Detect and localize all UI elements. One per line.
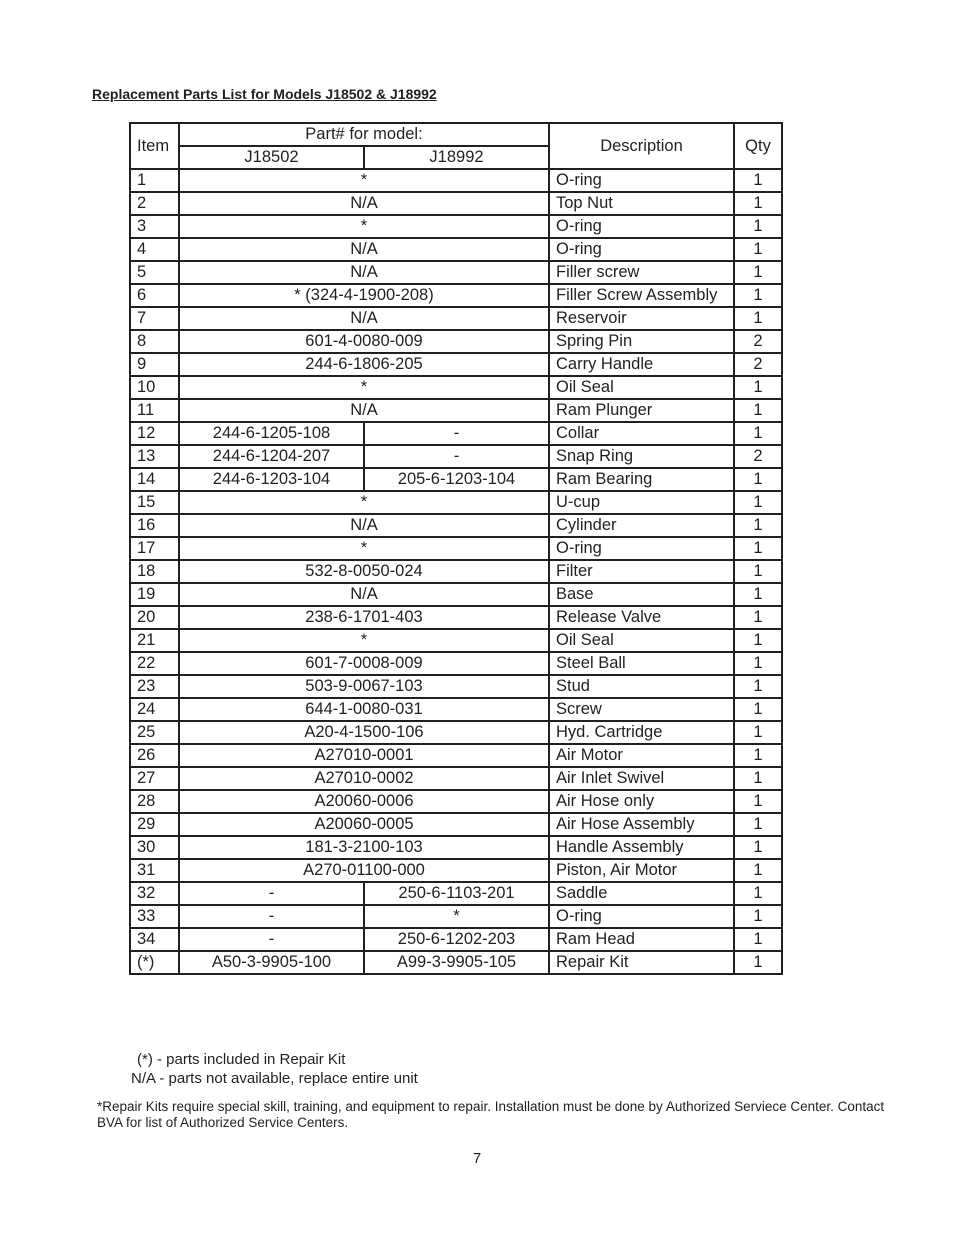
table-row [130,192,782,215]
item-cell: 17 [130,537,179,560]
part-number-cell: * [179,629,549,652]
footnote: *Repair Kits require special skill, training, and equipment to repair. Installation must be done by Authorized Serviece Center. Contact BVA for list of Authorized Service Centers. [97,1099,885,1130]
qty-cell: 1 [734,836,782,859]
qty-cell: 1 [734,560,782,583]
qty-cell: 1 [734,629,782,652]
part-number-j18502-cell: - [179,905,364,928]
table-row [130,422,782,445]
table-row [130,399,782,422]
item-cell: 20 [130,606,179,629]
qty-cell: 1 [734,813,782,836]
description-cell: Ram Plunger [549,399,734,422]
page-title: Replacement Parts List for Models J18502 & J18992 [92,86,437,102]
description-cell: Ram Bearing [549,468,734,491]
part-number-cell: 601-7-0008-009 [179,652,549,675]
description-cell: Snap Ring [549,445,734,468]
description-cell: Reservoir [549,307,734,330]
description-cell: Saddle [549,882,734,905]
part-number-cell: N/A [179,261,549,284]
table-row [130,951,782,974]
part-number-cell: N/A [179,514,549,537]
part-number-j18502-cell: 244-6-1204-207 [179,445,364,468]
part-number-cell: N/A [179,307,549,330]
header-qty: Qty [734,123,782,169]
part-number-cell: * [179,491,549,514]
part-number-j18502-cell: A50-3-9905-100 [179,951,364,974]
item-cell: 30 [130,836,179,859]
part-number-cell: A270-01100-000 [179,859,549,882]
part-number-cell: 503-9-0067-103 [179,675,549,698]
table-row [130,169,782,192]
qty-cell: 1 [734,422,782,445]
description-cell: Cylinder [549,514,734,537]
item-cell: 12 [130,422,179,445]
part-number-j18992-cell: * [364,905,549,928]
item-cell: 14 [130,468,179,491]
table-row [130,238,782,261]
table-row [130,721,782,744]
part-number-j18992-cell: 205-6-1203-104 [364,468,549,491]
description-cell: O-ring [549,905,734,928]
description-cell: Spring Pin [549,330,734,353]
item-cell: 7 [130,307,179,330]
description-cell: Air Motor [549,744,734,767]
table-row [130,652,782,675]
part-number-cell: 244-6-1806-205 [179,353,549,376]
qty-cell: 1 [734,652,782,675]
part-number-j18502-cell: 244-6-1203-104 [179,468,364,491]
table-row [130,698,782,721]
qty-cell: 1 [734,675,782,698]
qty-cell: 1 [734,376,782,399]
qty-cell: 1 [734,767,782,790]
table-row [130,560,782,583]
part-number-cell: A20060-0006 [179,790,549,813]
part-number-cell: A20060-0005 [179,813,549,836]
part-number-j18502-cell: - [179,928,364,951]
note-na: N/A - parts not available, replace entire unit [131,1070,418,1087]
qty-cell: 1 [734,261,782,284]
item-cell: (*) [130,951,179,974]
part-number-cell: * (324-4-1900-208) [179,284,549,307]
qty-cell: 1 [734,307,782,330]
table-row [130,905,782,928]
item-cell: 33 [130,905,179,928]
part-number-cell: N/A [179,399,549,422]
description-cell: Air Hose only [549,790,734,813]
part-number-j18992-cell: - [364,445,549,468]
header-description: Description [549,123,734,169]
part-number-cell: 644-1-0080-031 [179,698,549,721]
table-row [130,330,782,353]
table-row [130,376,782,399]
item-cell: 29 [130,813,179,836]
item-cell: 23 [130,675,179,698]
part-number-cell: N/A [179,583,549,606]
part-number-cell: 532-8-0050-024 [179,560,549,583]
qty-cell: 1 [734,537,782,560]
item-cell: 11 [130,399,179,422]
item-cell: 3 [130,215,179,238]
header-item: Item [130,123,179,169]
qty-cell: 1 [734,859,782,882]
part-number-cell: A27010-0001 [179,744,549,767]
qty-cell: 1 [734,399,782,422]
qty-cell: 2 [734,330,782,353]
description-cell: Stud [549,675,734,698]
item-cell: 4 [130,238,179,261]
table-row [130,767,782,790]
qty-cell: 1 [734,468,782,491]
item-cell: 19 [130,583,179,606]
description-cell: Air Hose Assembly [549,813,734,836]
qty-cell: 1 [734,169,782,192]
qty-cell: 1 [734,284,782,307]
table-row [130,514,782,537]
table-row [130,790,782,813]
header-model-b: J18992 [364,146,549,169]
item-cell: 26 [130,744,179,767]
item-cell: 27 [130,767,179,790]
description-cell: Release Valve [549,606,734,629]
part-number-cell: * [179,169,549,192]
item-cell: 13 [130,445,179,468]
table-row [130,859,782,882]
header-model-a: J18502 [179,146,364,169]
description-cell: O-ring [549,537,734,560]
part-number-j18992-cell: 250-6-1103-201 [364,882,549,905]
part-number-j18992-cell: A99-3-9905-105 [364,951,549,974]
part-number-cell: 601-4-0080-009 [179,330,549,353]
description-cell: Repair Kit [549,951,734,974]
item-cell: 32 [130,882,179,905]
qty-cell: 1 [734,928,782,951]
description-cell: Ram Head [549,928,734,951]
qty-cell: 1 [734,606,782,629]
qty-cell: 1 [734,951,782,974]
qty-cell: 1 [734,491,782,514]
part-number-cell: A27010-0002 [179,767,549,790]
part-number-j18502-cell: - [179,882,364,905]
qty-cell: 1 [734,514,782,537]
item-cell: 1 [130,169,179,192]
part-number-cell: 181-3-2100-103 [179,836,549,859]
table-row [130,629,782,652]
part-number-j18502-cell: 244-6-1205-108 [179,422,364,445]
table-row [130,813,782,836]
description-cell: O-ring [549,169,734,192]
description-cell: Hyd. Cartridge [549,721,734,744]
item-cell: 2 [130,192,179,215]
note-repair-kit: (*) - parts included in Repair Kit [137,1051,346,1068]
qty-cell: 1 [734,192,782,215]
description-cell: Steel Ball [549,652,734,675]
item-cell: 15 [130,491,179,514]
part-number-cell: 238-6-1701-403 [179,606,549,629]
description-cell: Oil Seal [549,376,734,399]
parts-table [129,122,783,975]
description-cell: Collar [549,422,734,445]
description-cell: Air Inlet Swivel [549,767,734,790]
item-cell: 18 [130,560,179,583]
table-row [130,491,782,514]
description-cell: Screw [549,698,734,721]
item-cell: 6 [130,284,179,307]
qty-cell: 2 [734,445,782,468]
table-row [130,675,782,698]
table-row [130,445,782,468]
description-cell: Top Nut [549,192,734,215]
part-number-cell: * [179,537,549,560]
part-number-cell: * [179,215,549,238]
table-row [130,836,782,859]
qty-cell: 1 [734,721,782,744]
qty-cell: 1 [734,882,782,905]
description-cell: Filter [549,560,734,583]
part-number-cell: * [179,376,549,399]
page-number: 7 [472,1150,482,1167]
part-number-j18992-cell: - [364,422,549,445]
qty-cell: 1 [734,583,782,606]
qty-cell: 2 [734,353,782,376]
item-cell: 10 [130,376,179,399]
table-row [130,353,782,376]
description-cell: O-ring [549,215,734,238]
table-row [130,583,782,606]
qty-cell: 1 [734,744,782,767]
table-row [130,261,782,284]
description-cell: O-ring [549,238,734,261]
item-cell: 28 [130,790,179,813]
part-number-j18992-cell: 250-6-1202-203 [364,928,549,951]
table-row [130,882,782,905]
item-cell: 24 [130,698,179,721]
table-row [130,307,782,330]
qty-cell: 1 [734,215,782,238]
item-cell: 9 [130,353,179,376]
part-number-cell: N/A [179,238,549,261]
qty-cell: 1 [734,790,782,813]
item-cell: 22 [130,652,179,675]
header-part: Part# for model: [179,123,549,146]
description-cell: Handle Assembly [549,836,734,859]
part-number-cell: A20-4-1500-106 [179,721,549,744]
description-cell: Oil Seal [549,629,734,652]
item-cell: 21 [130,629,179,652]
table-row [130,928,782,951]
description-cell: Filler screw [549,261,734,284]
item-cell: 34 [130,928,179,951]
table-row [130,215,782,238]
description-cell: Carry Handle [549,353,734,376]
description-cell: Filler Screw Assembly [549,284,734,307]
item-cell: 16 [130,514,179,537]
description-cell: U-cup [549,491,734,514]
qty-cell: 1 [734,905,782,928]
description-cell: Base [549,583,734,606]
qty-cell: 1 [734,238,782,261]
table-row [130,468,782,491]
notes [131,1050,418,1088]
description-cell: Piston, Air Motor [549,859,734,882]
table-row [130,284,782,307]
table-row [130,537,782,560]
part-number-cell: N/A [179,192,549,215]
table-body [130,169,782,974]
item-cell: 5 [130,261,179,284]
table-row [130,606,782,629]
item-cell: 8 [130,330,179,353]
table-row [130,744,782,767]
item-cell: 31 [130,859,179,882]
item-cell: 25 [130,721,179,744]
table-header [130,123,782,169]
qty-cell: 1 [734,698,782,721]
